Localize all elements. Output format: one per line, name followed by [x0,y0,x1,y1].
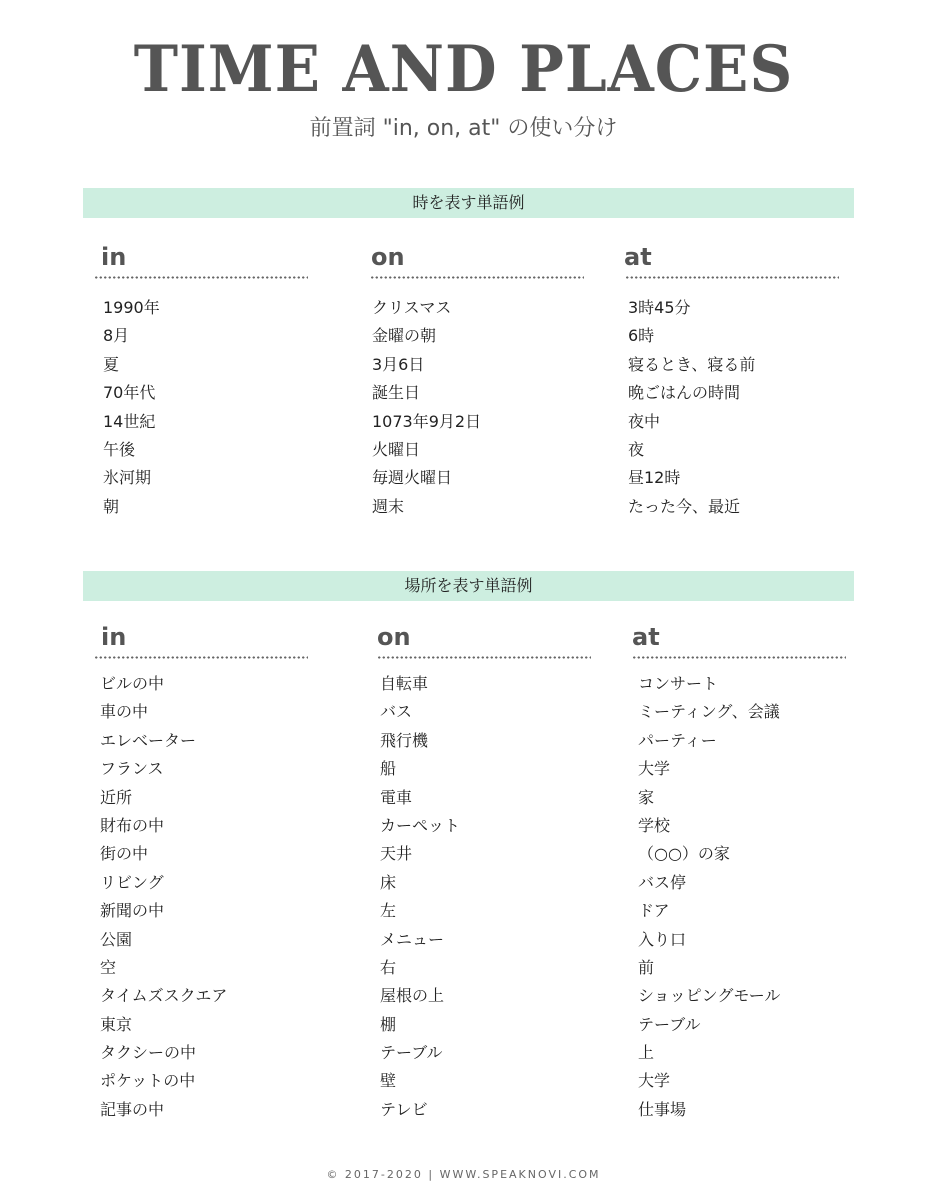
list-item: バス [380,702,413,722]
list-item: 右 [380,957,397,977]
time-at-divider [625,276,839,279]
list-item: 東京 [100,1014,133,1034]
list-item: 前 [638,957,655,977]
place-at-list [638,670,780,1124]
time-in-list [103,294,160,521]
list-item: 寝るとき、寝る前 [628,354,756,374]
list-item: 屋根の上 [380,986,445,1006]
list-item: リビング [100,872,164,892]
list-item: 午後 [103,439,136,459]
place-in-heading: in [101,623,127,651]
list-item: 公園 [100,929,133,949]
list-item: 8月 [103,326,130,346]
place-in-list [100,670,227,1124]
list-item: タクシーの中 [100,1043,197,1063]
list-item: 1073年9月2日 [372,411,482,431]
list-item: 3月6日 [372,354,425,374]
list-item: パーティー [638,730,717,750]
list-item: 夜 [628,439,645,459]
list-item: ミーティング、会議 [638,702,780,722]
list-item: 左 [380,901,397,921]
list-item: 14世紀 [103,411,156,431]
list-item: 自転車 [380,674,429,693]
place-on-divider [377,656,591,659]
list-item: 船 [380,759,397,779]
list-item: 飛行機 [380,730,429,750]
list-item: 財布の中 [100,815,165,835]
list-item: 金曜の朝 [372,326,437,346]
list-item: バス停 [638,872,687,892]
time-at-heading: at [624,243,652,271]
place-on-list [380,670,460,1124]
time-on-heading: on [371,243,405,271]
list-item: 学校 [638,815,671,835]
list-item: 入り口 [638,929,687,949]
time-in-divider [94,276,308,279]
list-item: 記事の中 [100,1099,165,1119]
list-item: クリスマス [372,298,452,317]
list-item: テーブル [638,1014,701,1034]
time-on-list [372,294,481,521]
time-at-list [628,294,755,521]
list-item: 夜中 [628,411,661,431]
place-at-divider [632,656,846,659]
list-item: カーペット [380,815,461,835]
page-title: TIME AND PLACES [133,32,794,107]
list-item: 新聞の中 [100,901,165,921]
list-item: メニュー [380,929,445,949]
list-item: 近所 [100,787,133,807]
list-item: コンサート [638,674,719,693]
time-in-heading: in [101,243,127,271]
list-item: 壁 [380,1071,397,1091]
list-item: 床 [380,872,397,892]
list-item: 誕生日 [372,383,421,403]
time-on-divider [370,276,584,279]
list-item: 70年代 [103,383,156,403]
list-item: 空 [100,957,117,977]
list-item: エレベーター [100,730,197,750]
list-item: 3時45分 [628,298,691,317]
list-item: たった今、最近 [628,496,741,516]
place-in-divider [94,656,308,659]
list-item: 上 [638,1043,655,1063]
list-item: 電車 [380,787,413,807]
list-item: 大学 [638,759,671,779]
place-section-header: 場所を表す単語例 [83,571,854,601]
list-item: ポケットの中 [100,1071,196,1091]
list-item: 毎週火曜日 [372,468,453,488]
list-item: ビルの中 [100,674,165,693]
list-item: 仕事場 [638,1099,687,1119]
page-subtitle: 前置詞 "in, on, at" の使い分け [309,116,618,141]
list-item: 氷河期 [103,468,152,488]
footer-copyright: © 2017-2020 | WWW.SPEAKNOVI.COM [326,1168,601,1181]
list-item: 火曜日 [372,439,421,459]
list-item: 天井 [380,844,413,864]
list-item: 大学 [638,1071,671,1091]
list-item: 6時 [628,326,655,346]
list-item: （○○）の家 [638,844,730,864]
place-on-heading: on [377,623,411,651]
time-section-header: 時を表す単語例 [83,188,854,218]
list-item: 朝 [103,496,120,516]
list-item: 晩ごはんの時間 [628,383,741,403]
list-item: 街の中 [100,844,149,864]
list-item: タイムズスクエア [100,986,228,1006]
list-item: 昼12時 [628,468,681,488]
list-item: テーブル [380,1043,443,1063]
list-item: ショッピングモール [638,986,781,1006]
list-item: 棚 [380,1014,397,1034]
list-item: 夏 [103,354,120,374]
list-item: 1990年 [103,298,160,317]
list-item: ドア [638,901,670,921]
list-item: 車の中 [100,702,149,722]
list-item: 週末 [372,496,405,516]
list-item: フランス [100,759,164,779]
place-at-heading: at [632,623,660,651]
list-item: テレビ [380,1099,428,1119]
list-item: 家 [638,787,655,807]
